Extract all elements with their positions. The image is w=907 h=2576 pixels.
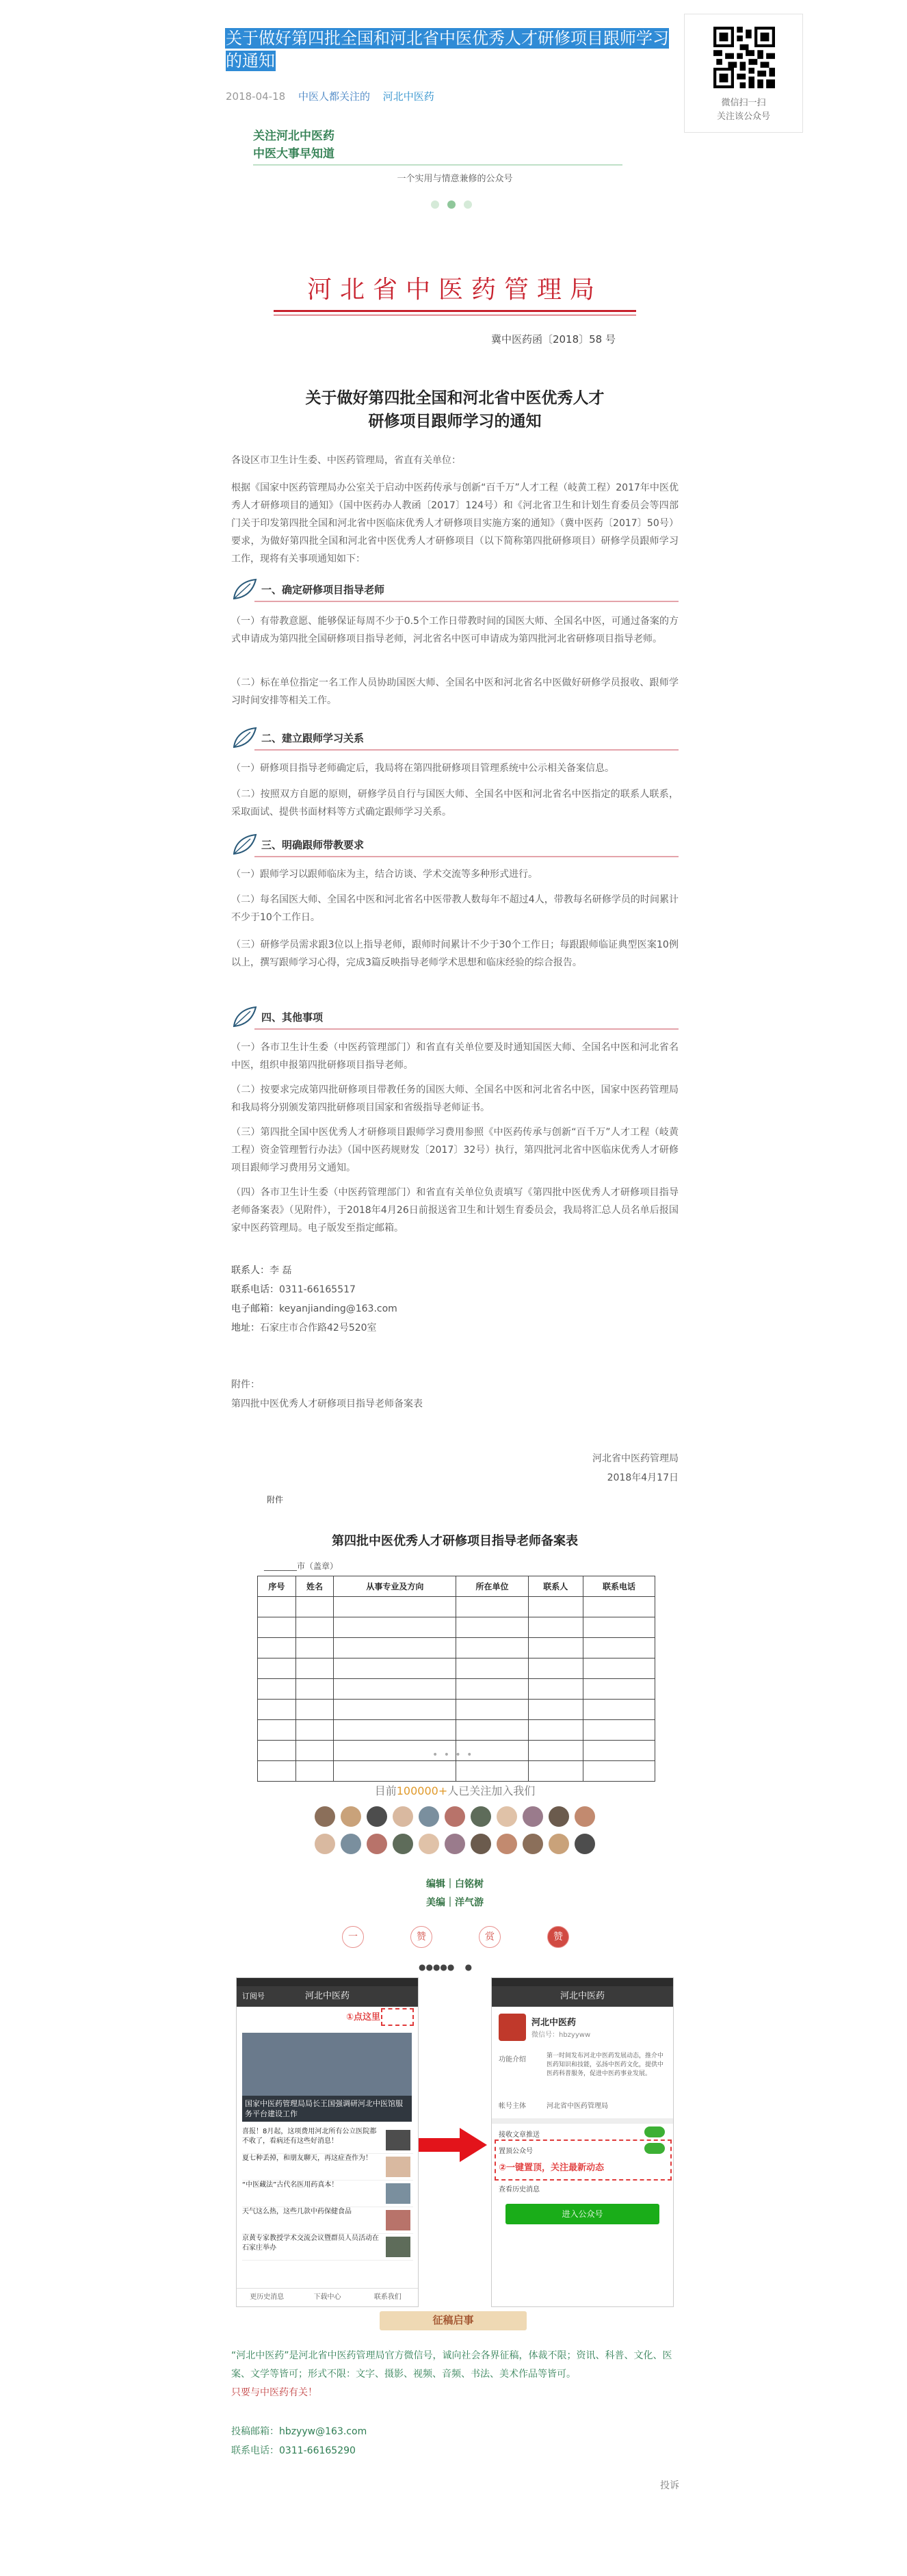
avatar <box>575 1806 595 1827</box>
list-item: 喜报！8月起，这项费用河北所有公立医院都不收了，看病还有这些好消息！ <box>242 2127 413 2154</box>
follow-count: 目前100000+人已关注加入我们 <box>374 1784 536 1797</box>
avatar <box>445 1834 465 1854</box>
section-4-para-3: （三）第四批全国中医优秀人才研修项目跟师学习费用参照《中医药传承与创新“百千万”人才工程（岐黄工程）资金管理暂行办法》（国中医药规财发〔2017〕32号）执行，第四批河北省中医临床优秀人才研修项目跟师学习费用另文通知。 <box>231 1127 679 1173</box>
reward-icon[interactable]: 赏 <box>479 1926 501 1948</box>
notice-title: 关于做好第四批全国和河北省中医优秀人才 研修项目跟师学习的通知 <box>305 389 605 430</box>
leaf-icon <box>231 1006 259 1029</box>
designer-credit: 美编｜洋气游 <box>426 1897 484 1908</box>
phone-tab: 更历史消息 <box>250 2293 285 2301</box>
table-header-cell: 从事专业及方向 <box>334 1576 456 1597</box>
table-row <box>258 1679 655 1700</box>
phone-screenshot-right: 河北中医药 河北中医药 微信号：hbzyyww 功能介绍 第一时间发布河北中医药发展动态，推介中医药知识和技能，弘扬中医药文化，提供中医药科普服务，促进中医药事业发展。 帐号主体 河北省中医药管理局 接收文章推送 置顶公众号 ②一键置顶，关注最新动态 查看历史消息 进入公众号 <box>491 1977 674 2307</box>
form-label: 附件 <box>267 1495 284 1505</box>
slogan-line-1: 关注河北中医药 <box>253 129 334 143</box>
avatar <box>471 1834 491 1854</box>
intro-paragraph: 根据《国家中医药管理局办公室关于启动中医药传承与创新“百千万”人才工程（岐黄工程）2017年中医优秀人才研修项目的通知》（国中医药办人教函〔2017〕124号）和《河北省卫生和计划生育委员会等四部门关于印发第四批全国和河北省中医临床优秀人才研修项目实施方案的通知》（冀中医药〔2017〕50号）要求，为做好第四批全国和河北省中医优秀人才研修项目（以下简称第四批研修项目）研修学员跟师学习工作，现将有关事项通知如下： <box>231 482 679 564</box>
avatar-row-2 <box>226 1834 684 1857</box>
table-row <box>258 1638 655 1658</box>
account-avatar <box>499 2014 526 2041</box>
slogan-sub: 一个实用与情意兼修的公众号 <box>397 174 513 184</box>
signature <box>231 1449 679 1487</box>
list-item: “中医藏法”古代名医用药真本！ <box>242 2181 413 2207</box>
contact-email: keyanjianding@163.com <box>279 1303 397 1314</box>
document-number: 冀中医药函〔2018〕58 号 <box>490 333 616 346</box>
list-item: 夏七种丢掉，和朋友聊天，再这症查作为！ <box>242 2154 413 2181</box>
recruit-tag: 征稿启事 <box>380 2307 527 2334</box>
section-2-para-2: （二）按照双方自愿的原则，研修学员自行与国医大师、全国名中医和河北省名中医指定的联系人联系，采取面试、提供书面材料等方式确定跟师学习关系。 <box>231 789 679 818</box>
leaf-icon <box>231 578 259 601</box>
table-row <box>258 1617 655 1638</box>
avatar <box>523 1806 543 1827</box>
avatar <box>315 1834 335 1854</box>
qr-code-icon <box>713 27 775 88</box>
section-3-para-3: （三）研修学员需求跟3位以上指导老师，跟师时间累计不少于30个工作日；每跟跟师临证典型医案10例以上，撰写跟师学习心得，完成3篇反映指导老师学术思想和临床经验的综合报告。 <box>231 939 679 968</box>
table-header-cell: 联系电话 <box>583 1576 655 1597</box>
avatar <box>393 1806 413 1827</box>
profile-button-highlight <box>381 2008 414 2026</box>
avatar-row-1 <box>226 1806 684 1830</box>
avatar <box>549 1806 569 1827</box>
list-item: 天气这么热，这些几款中药保健食品 <box>242 2207 413 2234</box>
section-4-para-1: （一）各市卫生计生委（中医药管理部门）和省直有关单位要及时通知国医大师、全国名中医和河北省名中医，组织申报第四批研修项目指导老师。 <box>231 1042 679 1071</box>
avatar <box>497 1834 517 1854</box>
editor-credit: 编辑｜白铭树 <box>426 1879 484 1890</box>
section-1-para-1: （一）有带教意愿、能够保证每周不少于0.5个工作日带教时间的国医大师、全国名中医，可通过备案的方式申请成为第四批全国研修项目指导老师，河北省名中医可申请成为第四批河北省研修项目指导老师。 <box>231 616 679 645</box>
arrow-icon <box>419 2128 487 2162</box>
qr-caption-1: 微信扫一扫 <box>721 98 766 108</box>
signature-org: 河北省中医药管理局 <box>592 1453 679 1464</box>
avatar <box>523 1834 543 1854</box>
article-source: 中医人都关注的 <box>298 90 370 103</box>
section-3-para-2: （二）每名国医大师、全国名中医和河北省名中医带教人数每年不超过4人，带教每名研修学员的时间累计不少于10个工作日。 <box>231 894 679 923</box>
pin-toggle <box>644 2143 665 2154</box>
publish-date: 2018-04-18 <box>226 90 286 103</box>
greeting: 各设区市卫生计生委、中医药管理局，省直有关单位： <box>231 455 461 466</box>
slogan-line-2: 中医大事早知道 <box>253 147 334 161</box>
contact-person: 李 磊 <box>270 1265 292 1276</box>
leaf-icon <box>231 833 259 857</box>
contact-block: 联系人：李 磊 联系电话：0311-66165517 电子邮箱：keyanjianding@163.com 地址：石家庄市合作路42号520室 <box>231 1265 397 1333</box>
table-row <box>258 1761 655 1782</box>
table-row <box>258 1700 655 1720</box>
praise-icon[interactable]: 赞 <box>547 1926 569 1948</box>
table-header-cell: 姓名 <box>295 1576 334 1597</box>
carousel-dots <box>431 198 480 211</box>
avatar <box>367 1806 387 1827</box>
article-title: 关于做好第四批全国和河北省中医优秀人才研修项目跟师学习的通知 <box>226 29 669 70</box>
recruit-text: “河北中医药”是河北省中医药管理局官方微信号，诚向社会各界征稿，体裁不限；资讯、科普、文化、医案、文学等皆可；形式不限：文字、摄影、视频、音频、书法、美术作品等皆可。 只要与中医药有关！ <box>231 2350 672 2398</box>
news-cover-image: 国家中医药管理局局长王国强调研河北中医馆服务平台建设工作 <box>242 2033 412 2122</box>
avatar <box>419 1834 439 1854</box>
phone-screenshot-left: 订阅号 河北中医药 ①点这里 国家中医药管理局局长王国强调研河北中医馆服务平台建设工作 喜报！8月起，这项费用河北所有公立医院都不收了，看病还有这些好消息！ 夏七种丢掉，和朋友聊天，再这症查作为！ “中医藏法”古代名医用药真本！ 天气这么热，这些几款中药保健食品 京黄专家教授学术交流会议暨群员人员活动在石家庄举办 更历史消息 下载中心 联系我们 <box>236 1977 419 2307</box>
recruit-phone: 0311-66165290 <box>279 2445 356 2456</box>
table-header-cell: 序号 <box>258 1576 296 1597</box>
contact-phone: 0311-66165517 <box>279 1284 356 1295</box>
qr-panel <box>684 14 803 133</box>
phone-tab: 下载中心 <box>313 2293 341 2301</box>
section-1-para-2: （二）标在单位指定一名工作人员协助国医大师、全国名中医和河北省名中医做好研修学员报收、跟师学习时间安排等相关工作。 <box>231 677 679 706</box>
list-item: 京黄专家教授学术交流会议暨群员人员活动在石家庄举办 <box>242 2234 413 2261</box>
signature-date: 2018年4月17日 <box>607 1472 679 1483</box>
recruit-email[interactable]: hbzyyw@163.com <box>279 2426 367 2437</box>
form-subtitle: ________市（盖章） <box>264 1561 339 1571</box>
table-header-cell: 联系人 <box>528 1576 583 1597</box>
section-3-para-1: （一）跟师学习以跟师临床为主，结合访谈、学术交流等多种形式进行。 <box>231 869 538 880</box>
avatar <box>315 1806 335 1827</box>
section-4-para-2: （二）按要求完成第四批研修项目带教任务的国医大师、全国名中医和河北省名中医，国家中医药管理局和我局将分别颁发第四批研修项目国家和省级指导老师证书。 <box>231 1084 679 1113</box>
attachment-block: 附件： 第四批中医优秀人才研修项目指导老师备案表 <box>231 1375 423 1414</box>
section-heading-1: 一、确定研修项目指导老师 <box>231 578 679 603</box>
avatar <box>341 1834 361 1854</box>
article-meta <box>226 89 434 103</box>
section-2-para-1: （一）研修项目指导老师确定后，我局将在第四批研修项目管理系统中公示相关备案信息。 <box>231 763 614 774</box>
section-heading-3: 三、明确跟师带教要求 <box>231 833 679 858</box>
slogan <box>253 127 334 163</box>
step-1-label: ①点这里 <box>346 2012 381 2022</box>
leaf-icon <box>231 727 259 750</box>
avatar <box>575 1834 595 1854</box>
avatar <box>549 1834 569 1854</box>
red-rule <box>274 310 636 312</box>
push-toggle <box>644 2126 665 2137</box>
like-icon[interactable]: 赞 <box>410 1926 432 1948</box>
table-row <box>258 1597 655 1617</box>
report-link[interactable]: 投诉 <box>660 2480 679 2491</box>
account-link[interactable]: 河北中医药 <box>382 90 434 103</box>
avatar <box>497 1806 517 1827</box>
step-2-label: ②一键置顶，关注最新动态 <box>499 2163 605 2173</box>
enter-account-button: 进入公众号 <box>505 2204 659 2224</box>
avatar <box>393 1834 413 1854</box>
share-icon-1[interactable]: 一 <box>342 1926 364 1948</box>
avatar <box>445 1806 465 1827</box>
table-header-cell: 所在单位 <box>456 1576 528 1597</box>
avatar <box>367 1834 387 1854</box>
carousel-dots-2: • • • • <box>432 1749 474 1760</box>
avatar <box>471 1806 491 1827</box>
section-4-para-4: （四）各市卫生计生委（中医药管理部门）和省直有关单位负责填写《第四批中医优秀人才研修项目指导老师备案表》（见附件），于2018年4月26日前报送省卫生和计划生育委员会，我局将汇总人员名单后报国家中医药管理局。电子版发至指定邮箱。 <box>231 1187 679 1234</box>
phone-tab: 联系我们 <box>373 2293 402 2301</box>
contact-address: 石家庄市合作路42号520室 <box>260 1323 377 1333</box>
avatar <box>419 1806 439 1827</box>
slogan-divider <box>253 164 622 166</box>
table-row <box>258 1720 655 1741</box>
carousel-dots-3: ●●●●● ● <box>419 1962 473 1972</box>
recruit-contacts: 投稿邮箱：hbzyyw@163.com 联系电话：0311-66165290 <box>231 2426 367 2456</box>
issuer-heading: 河北省中医药管理局 <box>306 276 603 304</box>
attachment-name: 第四批中医优秀人才研修项目指导老师备案表 <box>231 1398 423 1409</box>
section-heading-4: 四、其他事项 <box>231 1006 679 1030</box>
avatar <box>341 1806 361 1827</box>
table-row <box>258 1658 655 1679</box>
section-heading-2: 二、建立跟师学习关系 <box>231 727 679 751</box>
qr-caption-2: 关注该公众号 <box>716 112 770 122</box>
form-title: 第四批中医优秀人才研修项目指导老师备案表 <box>332 1534 578 1548</box>
